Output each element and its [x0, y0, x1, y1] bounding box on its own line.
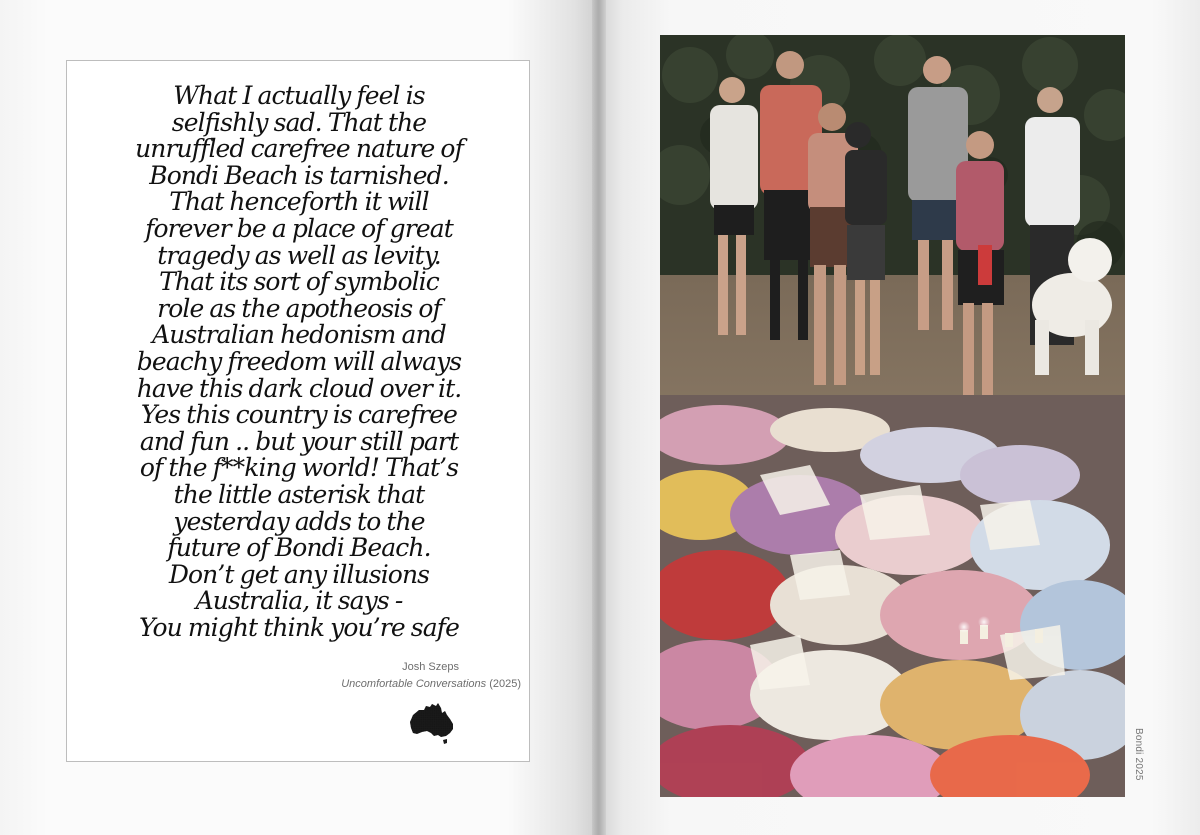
quote-line: What I actually feel is [173, 81, 425, 110]
quote-line: Don’t get any illusions [168, 559, 430, 589]
quote-line: Yes this country is carefree [140, 400, 458, 430]
quote-source [341, 678, 521, 690]
left-page [0, 0, 598, 835]
quote-box [66, 60, 530, 762]
quote-line: the little asterisk that [173, 479, 425, 509]
book-gutter [592, 0, 606, 835]
quote-line: of the f**king world! That’s [139, 453, 459, 483]
quote-line: tragedy as well as levity. [157, 240, 441, 270]
quote-line: That henceforth it will [169, 187, 429, 217]
quote-line: You might think you’re safe [139, 612, 459, 642]
quote-line: and fun .. but your still part [139, 426, 459, 456]
quote-line: forever be a place of great [145, 213, 453, 243]
book-title: Uncomfortable Conversations [341, 678, 487, 690]
quote-line: Bondi Beach is tarnished. [149, 160, 449, 190]
quote-line: yesterday adds to the [173, 506, 425, 536]
quote-text [79, 83, 519, 641]
quote-author: Josh Szeps [402, 661, 459, 673]
australia-map-icon [407, 701, 457, 745]
quote-line: have this dark cloud over it. [136, 373, 462, 403]
quote-line: role as the apotheosis of [157, 293, 441, 323]
quote-line: future of Bondi Beach. [167, 533, 431, 563]
quote-line: Australian hedonism and [152, 320, 446, 350]
floral-tribute-photo [660, 35, 1125, 797]
quote-line: unruffled carefree nature of [135, 134, 463, 164]
quote-line: selfishly sad. That the [171, 107, 427, 137]
side-caption: Bondi 2025 [1133, 728, 1144, 781]
book-year: (2025) [489, 678, 521, 690]
quote-line: Australia, it says - [195, 586, 403, 616]
quote-line: That its sort of symbolic [159, 267, 439, 297]
quote-line: beachy freedom will always [136, 346, 462, 376]
